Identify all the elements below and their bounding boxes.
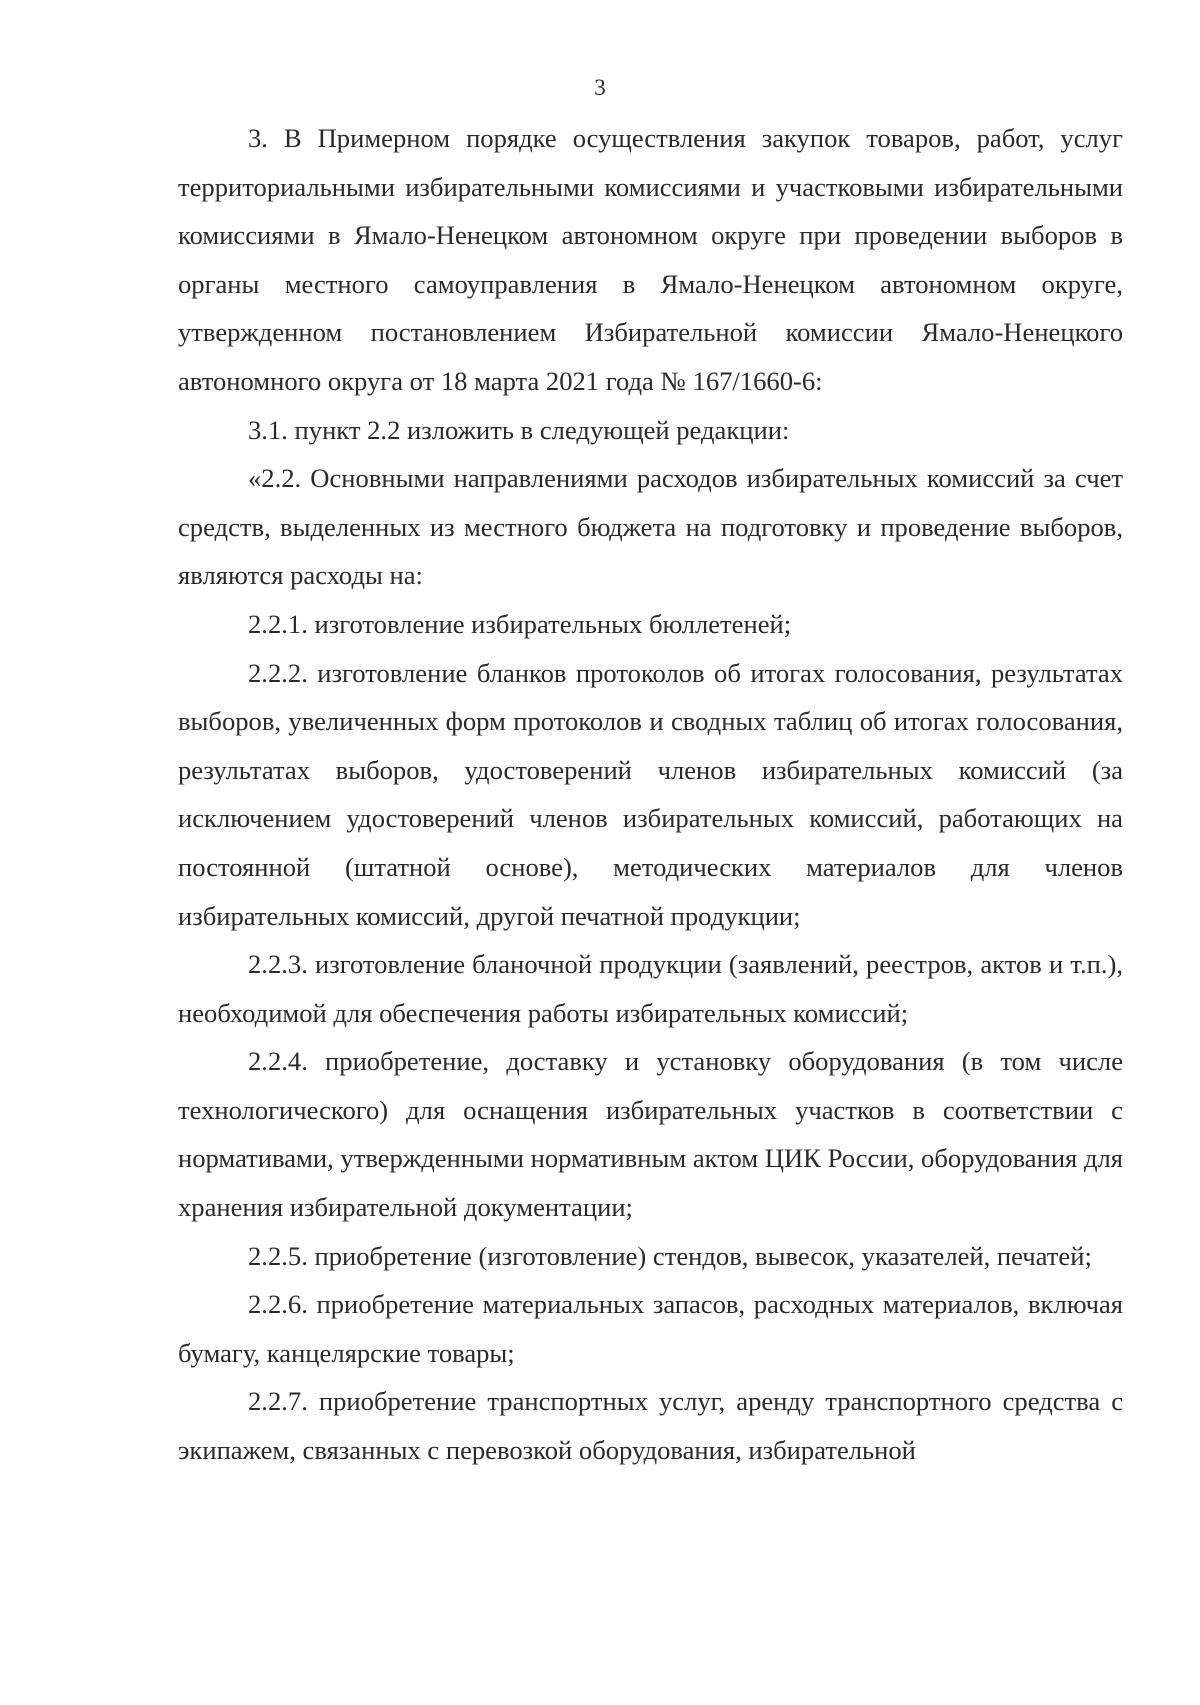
paragraph-3-1: 3.1. пункт 2.2 изложить в следующей редакции: (248, 414, 790, 445)
paragraph-2-2-7: 2.2.7. приобретение транспортных услуг, аренду транспортного средства с экипажем, связанных с перевозкой оборудования, избирательной (178, 1386, 1123, 1466)
paragraph-2-2-5: 2.2.5. приобретение (изготовление) стендов, вывесок, указателей, печатей; (248, 1240, 1092, 1271)
document-body (178, 114, 1123, 1475)
paragraph-2-2-2: 2.2.2. изготовление бланков протоколов об итогах голосования, результатах выборов, увеличенных форм протоколов и сводных таблиц об итогах голосования, результатах выборов, удостоверений членов избирательных комиссий (за исключением удостоверений членов избирательных комиссий, работающих на постоянной (штатной основе), методических материалов для членов избирательных комиссий, другой печатной продукции; (178, 657, 1123, 931)
paragraph-2-2-4: 2.2.4. приобретение, доставку и установку оборудования (в том числе технологического) для оснащения избирательных участков в соответствии с нормативами, утвержденными нормативным актом ЦИК России, оборудования для хранения избирательной документации; (178, 1046, 1123, 1223)
page-number: 3 (594, 75, 606, 100)
paragraph-2-2-1: 2.2.1. изготовление избирательных бюллетеней; (248, 608, 792, 639)
paragraph-2-2-6: 2.2.6. приобретение материальных запасов, расходных материалов, включая бумагу, канцелярские товары; (178, 1289, 1123, 1368)
paragraph-2-2-3: 2.2.3. изготовление бланочной продукции (заявлений, реестров, актов и т.п.), необходимой для обеспечения работы избирательных комиссий; (178, 949, 1123, 1028)
paragraph-2-2: «2.2. Основными направлениями расходов избирательных комиссий за счет средств, выделенных из местного бюджета на подготовку и проведение выборов, являются расходы на: (178, 463, 1123, 591)
paragraph-3: 3. В Примерном порядке осуществления закупок товаров, работ, услуг территориальными избирательными комиссиями и участковыми избирательными комиссиями в Ямало-Ненецком автономном округе при проведении выборов в органы местного самоуправления в Ямало-Ненецком автономном округе, утвержденном постановлением Избирательной комиссии Ямало-Ненецкого автономного округа от 18 марта 2021 года № 167/1660-6: (178, 123, 1123, 396)
